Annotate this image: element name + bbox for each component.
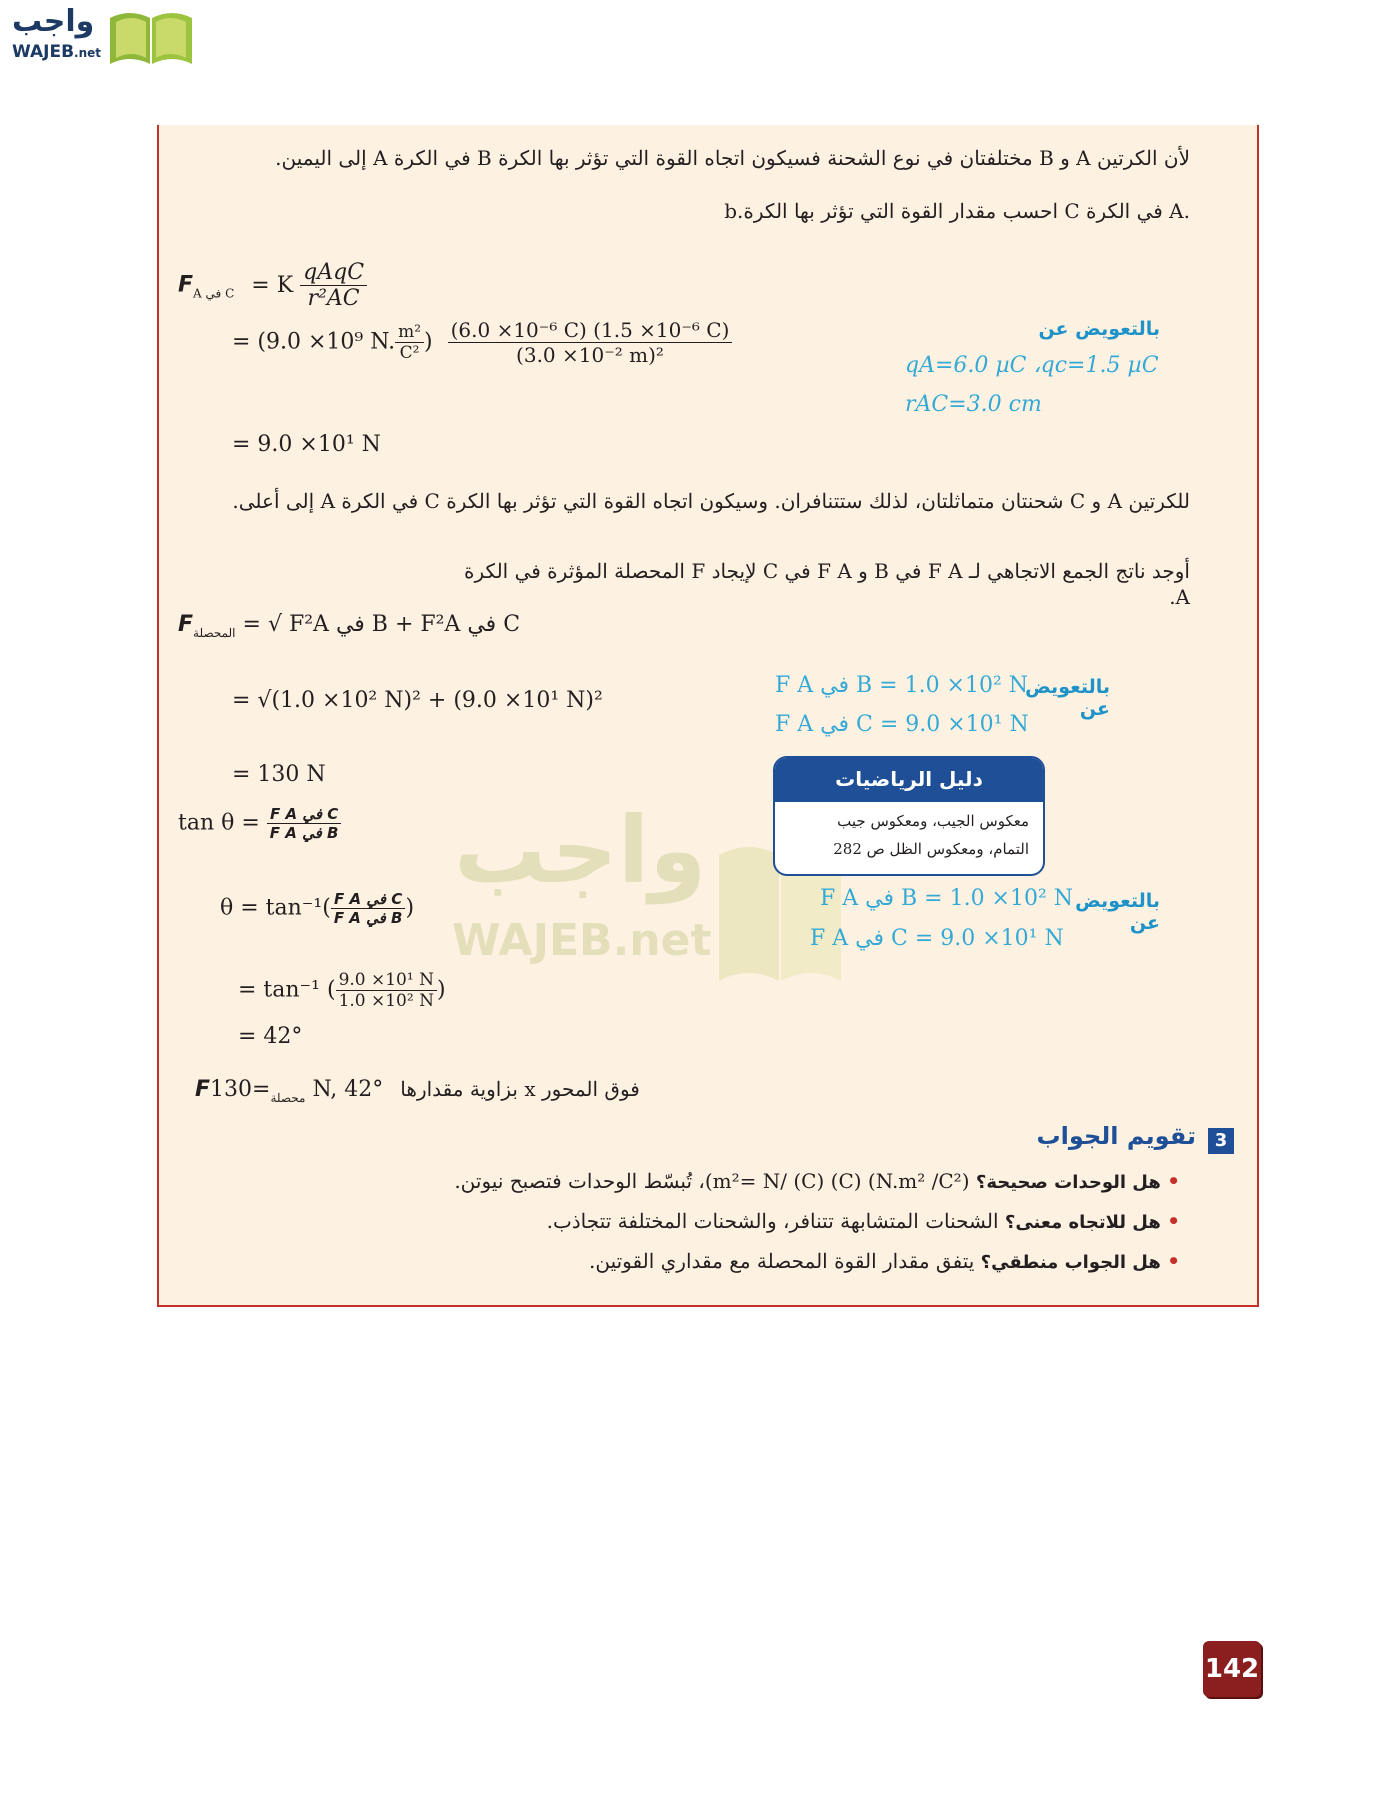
- check-item-logic: • هل الجواب منطقي؟ يتفق مقدار القوة المحصلة مع مقداري القوتين.: [589, 1249, 1180, 1273]
- sub2-line2: F A في C = 9.0 ×10¹ N: [775, 712, 1029, 737]
- site-logo[interactable]: [10, 4, 190, 66]
- check-item-units: • هل الوحدات صحيحة؟ (N.m² /C²) (C) (C) /m²= N)، تُبسّط الوحدات فتصبح نيوتن.: [454, 1169, 1180, 1193]
- sub1-line2: rAC=3.0 cm: [905, 392, 1042, 417]
- sub3-line2: F A في C = 9.0 ×10¹ N: [810, 926, 1064, 951]
- watermark: [440, 797, 830, 985]
- sub3-heading: بالتعويض عن: [1075, 890, 1160, 934]
- page-number: 142: [1203, 1641, 1261, 1697]
- intro-ab-text: لأن الكرتين A و B مختلفتان في نوع الشحنة فسيكون اتجاه القوة التي تؤثر بها الكرة B في الكرة A إلى اليمين.: [275, 146, 1190, 170]
- vector-sum-instruction: أوجد ناتج الجمع الاتجاهي لـ F A في B و F A في C لإيجاد F المحصلة المؤثرة في الكرة A.: [464, 559, 1190, 609]
- eq-net-line1: $F_{المحصلة}$ = √ F²A في B + F²A في C: [178, 612, 521, 640]
- watermark-latin: WAJEB.net: [452, 915, 712, 966]
- eq-theta: θ = tan⁻¹( $\frac{\text{F A في C}}{\text{F A في B}}$ ): [220, 890, 415, 927]
- eq-theta-value: = tan⁻¹ ( $\frac{\text{9.0 ×10¹ N}}{\text{1.0 ×10² N}}$ ): [238, 970, 446, 1011]
- eq-ac-line1: $F_{A في C} = K$ $\frac{\text{qAqC}}{\text{r²AC}}$: [178, 260, 367, 311]
- section-title: تقويم الجواب: [1036, 1122, 1196, 1150]
- check-item-direction: • هل للاتجاه معنى؟ الشحنات المتشابهة تتنافر، والشحنات المختلفة تتجاذب.: [546, 1209, 1180, 1233]
- math-guide-body: معكوس الجيب، ومعكوس جيب التمام، ومعكوس الظل ص 282: [833, 812, 1029, 858]
- eq-tan-theta: tan θ = $\frac{\text{F A في C}}{\text{F A في B}}$: [178, 805, 341, 842]
- logo-arabic-text: واجب: [12, 4, 95, 39]
- result-ac-direction: للكرتين A و C شحنتان متماثلتان، لذلك ستتنافران. وسيكون اتجاه القوة التي تؤثر بها الكرة C في الكرة A إلى أعلى.: [232, 489, 1190, 513]
- eq-ac-line3: = 9.0 ×10¹ N: [232, 432, 381, 457]
- logo-latin-text: WAJEB.net: [12, 42, 102, 62]
- math-guide-box[interactable]: [773, 756, 1045, 876]
- eq-ac-line2: = (9.0 ×10⁹ N. $\frac{\text{m²}}{\text{C²}}$ ) $\frac{\text{(6.0 ×10⁻⁶ C) (1.5 ×10⁻⁶ C)}}{\text{(3.0 ×10⁻² m)²}}$: [232, 318, 732, 367]
- watermark-arabic: واجب: [454, 797, 707, 904]
- sub1-heading: بالتعويض عن: [1038, 318, 1160, 340]
- section-number-badge: 3: [1208, 1128, 1234, 1154]
- eq-net-line3: = 130 N: [232, 762, 326, 787]
- eq-net-line2: = √(1.0 ×10² N)² + (9.0 ×10¹ N)²: [232, 688, 603, 713]
- eq-theta-result: = 42°: [238, 1024, 303, 1049]
- sub1-line1: qA=6.0 µC ،qc=1.5 µC: [905, 353, 1159, 378]
- book-icon: [106, 8, 196, 66]
- sub2-line1: F A في B = 1.0 ×10² N: [775, 673, 1029, 698]
- sub3-line1: F A في B = 1.0 ×10² N: [820, 886, 1074, 911]
- math-guide-title: دليل الرياضيات: [775, 758, 1043, 802]
- part-b-question: b.احسب مقدار القوة التي تؤثر بها الكرة C في الكرة A.: [724, 199, 1190, 223]
- sub2-heading: بالتعويض عن: [1025, 676, 1110, 720]
- final-answer: F $_{محصلة}$=130 N, 42° فوق المحور x بزاوية مقدارها: [195, 1077, 640, 1105]
